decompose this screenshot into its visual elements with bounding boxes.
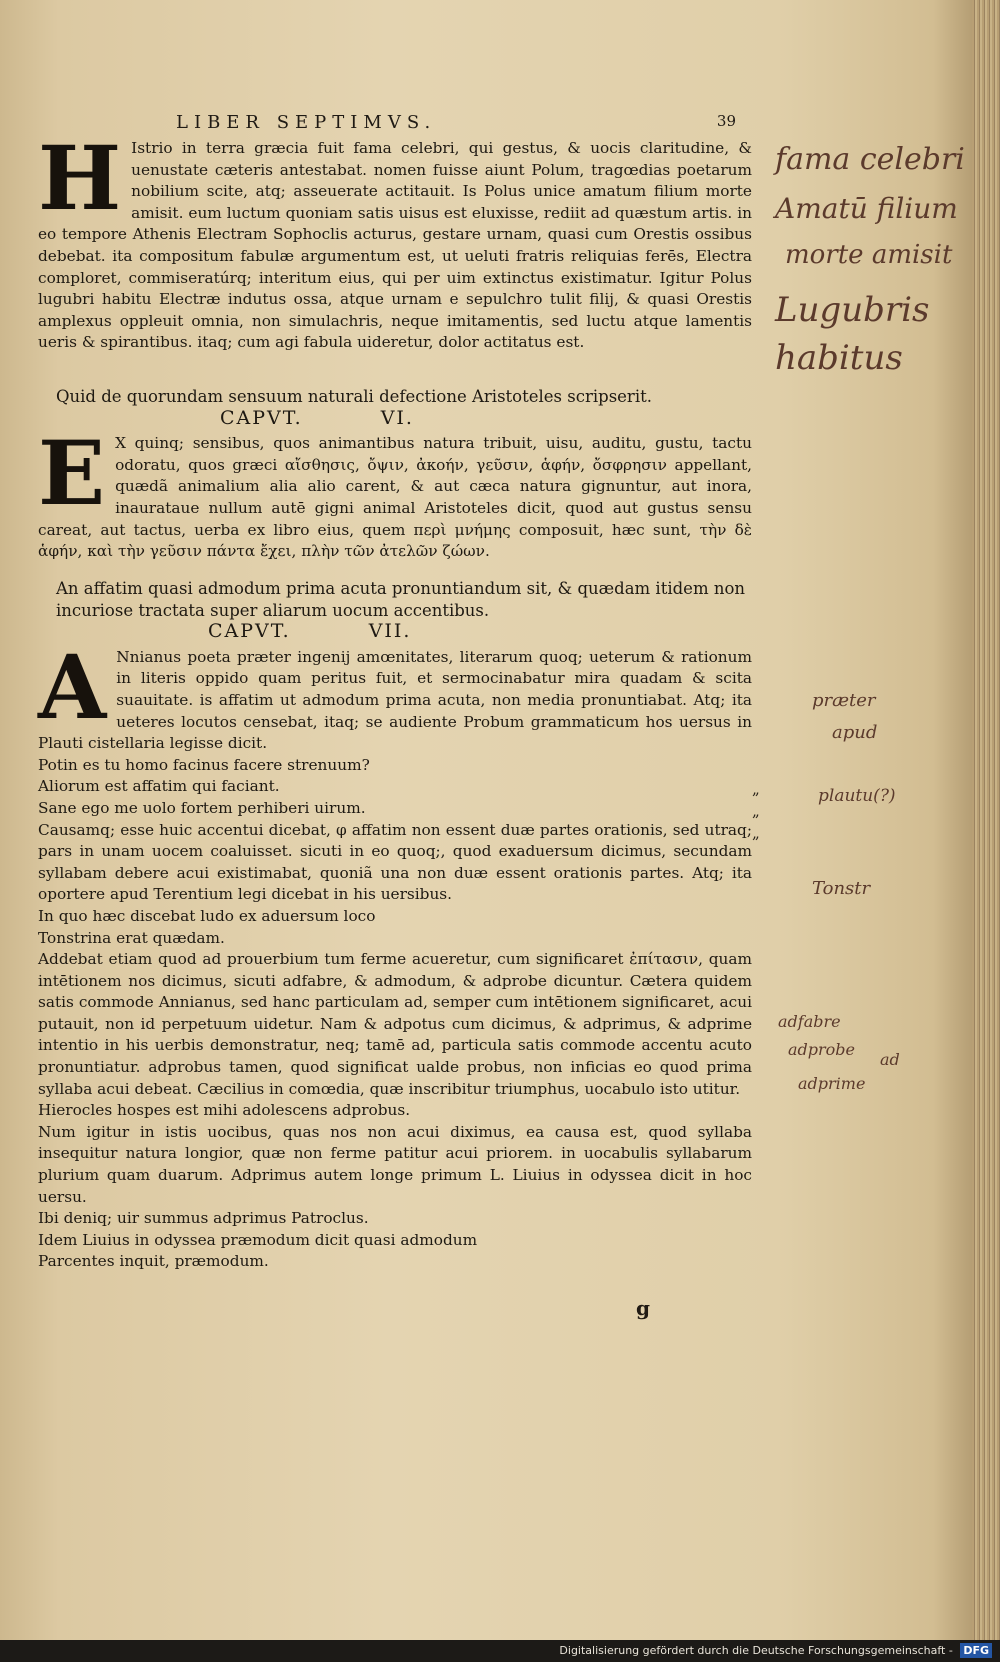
- chapter-6-heading: Quid de quorundam sensuum naturali defectione Aristoteles scripserit.: [56, 387, 652, 406]
- verse-line: Aliorum est affatim qui faciant.: [38, 777, 280, 796]
- drop-cap-a: A: [38, 634, 107, 739]
- marginal-note: plautu(?): [818, 786, 896, 806]
- drop-cap-h: H: [38, 126, 122, 230]
- chapter-7-caput-label: CAPVT.: [208, 620, 291, 643]
- chapter-7-caput: [38, 621, 752, 643]
- running-head-title: LIBER SEPTIMVS.: [176, 112, 437, 133]
- running-head: [176, 112, 736, 133]
- footer-bar: [0, 1640, 1000, 1662]
- quotation-mark: „: [752, 780, 760, 798]
- dfg-logo: DFG: [960, 1643, 992, 1658]
- signature-mark: g: [636, 1296, 650, 1320]
- marginal-note: Tonstr: [812, 878, 871, 899]
- marginal-note: adprime: [798, 1074, 866, 1093]
- marginal-note: apud: [832, 722, 878, 743]
- quotation-mark: „: [752, 824, 760, 842]
- marginal-note: ad: [880, 1050, 900, 1069]
- chapter-7-paragraph-2: Causamq; esse huic accentui dicebat, φ affatim non essent duæ partes orationis, sed utraq; pars in unam uocem coaluisset. sicuti in eo quoq;, quod exaduersum dicimus, secundam syllabam debere acui existimabat, quoniã una non duæ essent orationis partes. Atq; ita oportere apud Terentium legi dicebat in his uersibus.: [38, 820, 752, 904]
- chapter-7-intro: Nnianus poeta præter ingenij amœnitates, literarum quoq; ueterum & rationum in literis oppido quam peritus fuit, et sermocinabatur mira quadam & scita suauitate. is affatim ut admodum prima acuta, non media pronuntiabat. Atq; ita ueteres locutos censebat, itaq; se audiente Probum grammaticum hos uersus in Plauti cistellaria legisse dicit.: [38, 647, 752, 753]
- marginal-note: Amatū filium: [775, 192, 958, 225]
- chapter-6-number: VI.: [380, 406, 414, 429]
- marginal-note: habitus: [775, 338, 903, 378]
- chapter-6-block: [38, 386, 752, 563]
- chapter-6-caput: [38, 408, 752, 430]
- chapter-7-paragraph-3: Addebat etiam quod ad prouerbium tum ferme acueretur, cum significaret ἐπίτασιν, quam intētionem nos dicimus, sicuti adfabre, & admodum, & adprobe dicuntur. Cætera quidem satis commode Annianus, sed hanc particulam ad, semper cum intētionem significaret, acui putauit, non id perpetuum uidetur. Nam & adpotus cum dicimus, & adprimus, & adprime intentio in his uerbis demonstratur, neq; tamē ad, particula satis commode accentu acuto pronuntiatur. adprobus tamen, quod significat ualde probus, non inficias eo quod prima syllaba acui debeat. Cæcilius in comœdia, quæ inscribitur triumphus, uocabulo isto utitur.: [38, 950, 752, 1098]
- chapter-6-caput-label: CAPVT.: [220, 406, 303, 429]
- marginal-note: morte amisit: [785, 240, 953, 270]
- drop-cap-e: E: [38, 421, 106, 526]
- verse-line: Sane ego me uolo fortem perhiberi uirum.: [38, 798, 366, 817]
- verse-line: Ibi deniq; uir summus adprimus Patroclus.: [38, 1209, 369, 1228]
- verse-line: In quo hæc discebat ludo ex aduersum loco: [38, 906, 376, 925]
- verse-line: Potin es tu homo facinus facere strenuum?: [38, 755, 370, 774]
- chapter-6-text: X quinq; sensibus, quos animantibus natura tribuit, uisu, auditu, gustu, tactu odoratu, quos græci αἴσθησις, ὄψιν, ἀκοήν, γεῦσιν, ἁφήν, ὄσφρησιν appellant, quædã animalium alia alio carent, & aut cæca natura gignuntur, aut inora, inaurataue nullum autē gigni animal Aristoteles dicit, quod aut gustus sensu careat, aut tactus, uerba ex libro eius, quem περὶ μνήμης composuit, hæc sunt, τὴν δὲ ἁφήν, καὶ τὴν γεῦσιν πάντα ἔχει, πλὴν τῶν ἀτελῶν ζώων.: [38, 434, 752, 561]
- page-edge: [972, 0, 1000, 1640]
- marginal-note: præter: [812, 690, 876, 711]
- footer-text: Digitalisierung gefördert durch die Deutsche Forschungsgemeinschaft -: [559, 1644, 953, 1657]
- verse-line: Parcentes inquit, præmodum.: [38, 1252, 269, 1271]
- folio-number: 39: [716, 112, 736, 130]
- chapter-7-number: VII.: [368, 620, 412, 643]
- chapter-5-text: Istrio in terra græcia fuit fama celebri, qui gestus, & uocis claritudine, & uenustate cæteris antestabat. nomen fuisse aiunt Polum, tragœdias poetarum nobilium scite, atq; asseuerate actitauit. Is Polus unice amatum filium morte amisit. eum luctum quoniam satis uisus est eluxisse, rediit ad quæstum artis. in eo tempore Athenis Electram Sophoclis acturus, gestare urnam, quasi cum Orestis ossibus debebat. ita compositum fabulæ argumentum est, ut ueluti fratris reliquias ferēs, Electra comploret, commiseratúrq; interitum eius, qui per uim extinctus existimatur. Igitur Polus lugubri habitu Electræ indutus ossa, atque urnam e sepulchro tulit filij, & quasi Orestis amplexus oppleuit omnia, non simulachris, neque imitamentis, sed luctu atque lamentis ueris & spirantibus. itaq; cum agi fabula uideretur, dolor actitatus est.: [38, 139, 752, 352]
- quotation-mark: „: [752, 802, 760, 820]
- marginal-note: adprobe: [788, 1040, 856, 1059]
- verse-line: Tonstrina erat quædam.: [38, 928, 225, 947]
- marginal-note: adfabre: [778, 1012, 841, 1031]
- chapter-7-heading: An affatim quasi admodum prima acuta pronuntiandum sit, & quædam itidem non incuriose tractata super aliarum uocum accentibus.: [56, 579, 746, 620]
- marginal-note: fama celebri: [775, 142, 965, 177]
- chapter-5-block: [38, 126, 752, 354]
- marginal-note: Lugubris: [775, 290, 930, 330]
- chapter-7-paragraph-5: Idem Liuius in odyssea præmodum dicit quasi admodum: [38, 1230, 478, 1249]
- chapter-7-paragraph-4: Num igitur in istis uocibus, quas nos non acui diximus, ea causa est, quod syllaba insequitur natura longior, quæ non ferme patitur acui priorem. in uocabulis syllabarum plurium quam duarum. Adprimus autem longe primum L. Liuius in odyssea dicit in hoc uersu.: [38, 1122, 752, 1206]
- verse-line: Hierocles hospes est mihi adolescens adprobus.: [38, 1101, 411, 1120]
- chapter-7-block: [38, 578, 752, 1273]
